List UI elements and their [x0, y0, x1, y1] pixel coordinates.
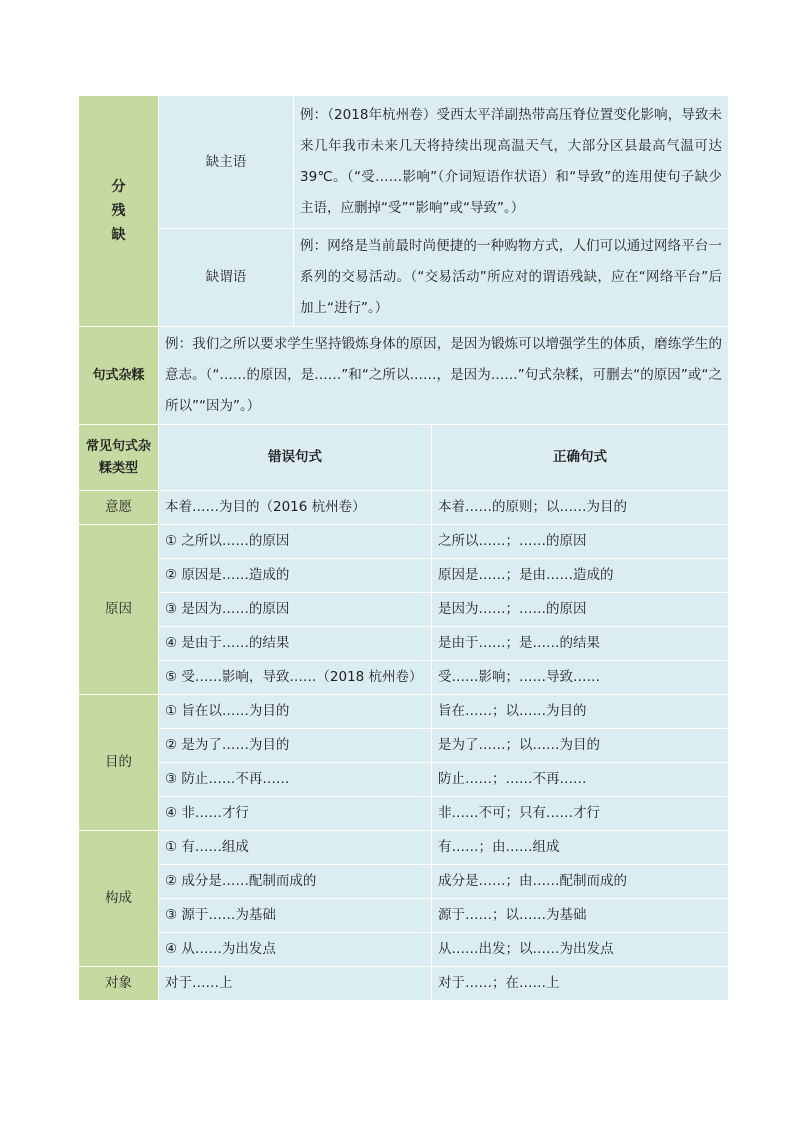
example-text: 例：我们之所以要求学生坚持锻炼身体的原因，是因为锻炼可以增强学生的体质，磨练学生的意志。（“……的原因，是……”和“之所以……，是因为……”句式杂糅，可删去“的原因”或“之所以”“因为”。） — [159, 327, 729, 425]
type-row — [79, 729, 729, 763]
right-pattern: 有……；由……组成 — [432, 831, 729, 865]
type-row — [79, 899, 729, 933]
right-pattern: 非……不可；只有……才行 — [432, 797, 729, 831]
wrong-pattern: ④ 是由于……的结果 — [159, 627, 432, 661]
right-pattern: 是由于……；是……的结果 — [432, 627, 729, 661]
type-row — [79, 661, 729, 695]
right-pattern: 成分是……；由……配制而成的 — [432, 865, 729, 899]
wrong-pattern: ② 成分是……配制而成的 — [159, 865, 432, 899]
right-pattern: 是为了……；以……为目的 — [432, 729, 729, 763]
type-row — [79, 491, 729, 525]
type-row — [79, 695, 729, 729]
right-pattern: 旨在……；以……为目的 — [432, 695, 729, 729]
type-row — [79, 525, 729, 559]
category-char: 残 — [111, 203, 126, 219]
row-label: 缺谓语 — [159, 229, 294, 327]
group-name: 意愿 — [79, 491, 159, 525]
type-row — [79, 933, 729, 967]
type-row — [79, 967, 729, 1001]
wrong-pattern: ④ 非……才行 — [159, 797, 432, 831]
column-header-right: 正确句式 — [432, 425, 729, 491]
wrong-pattern: ③ 防止……不再…… — [159, 763, 432, 797]
type-row — [79, 865, 729, 899]
wrong-pattern: ③ 源于……为基础 — [159, 899, 432, 933]
example-text: 例：（2018年杭州卷）受西太平洋副热带高压脊位置变化影响，导致未来几年我市未来几天将持续出现高温天气，大部分区县最高气温可达 39℃。（“受……影响”（介词短语作状语）和“导致”的连用使句子缺少主语，应删掉“受”“影响”或“导致”。） — [294, 96, 729, 229]
right-pattern: 本着……的原则；以……为目的 — [432, 491, 729, 525]
type-row — [79, 797, 729, 831]
right-pattern: 之所以……；……的原因 — [432, 525, 729, 559]
group-name: 目的 — [79, 695, 159, 831]
wrong-pattern: ② 原因是……造成的 — [159, 559, 432, 593]
wrong-pattern: ⑤ 受……影响，导致……（2018 杭州卷） — [159, 661, 432, 695]
category-char: 缺 — [111, 227, 126, 243]
row-missing-predicate — [79, 229, 729, 327]
right-pattern: 受……影响；……导致…… — [432, 661, 729, 695]
row-missing-subject — [79, 96, 729, 229]
wrong-pattern: ③ 是因为……的原因 — [159, 593, 432, 627]
wrong-pattern: ① 旨在以……为目的 — [159, 695, 432, 729]
row-label: 缺主语 — [159, 96, 294, 229]
types-header-label-cell — [79, 425, 159, 491]
grammar-table — [78, 95, 729, 1001]
group-name: 对象 — [79, 967, 159, 1001]
category-char: 分 — [111, 179, 126, 195]
example-text: 例：网络是当前最时尚便捷的一种购物方式，人们可以通过网络平台一系列的交易活动。（“交易活动”所应对的谓语残缺，应在“网络平台”后加上“进行”。） — [294, 229, 729, 327]
type-row — [79, 559, 729, 593]
wrong-pattern: ④ 从……为出发点 — [159, 933, 432, 967]
right-pattern: 对于……；在……上 — [432, 967, 729, 1001]
category-cell — [79, 327, 159, 425]
wrong-pattern: 本着……为目的（2016 杭州卷） — [159, 491, 432, 525]
wrong-pattern: ① 之所以……的原因 — [159, 525, 432, 559]
type-row — [79, 593, 729, 627]
wrong-pattern: ① 有……组成 — [159, 831, 432, 865]
row-mixed-structure — [79, 327, 729, 425]
right-pattern: 防止……；……不再…… — [432, 763, 729, 797]
right-pattern: 源于……；以……为基础 — [432, 899, 729, 933]
right-pattern: 从……出发；以……为出发点 — [432, 933, 729, 967]
group-name: 原因 — [79, 525, 159, 695]
type-row — [79, 627, 729, 661]
type-row — [79, 763, 729, 797]
type-row — [79, 831, 729, 865]
right-pattern: 原因是……；是由……造成的 — [432, 559, 729, 593]
category-label: 句式杂糅 — [92, 368, 145, 383]
types-header-label: 常见句式杂糅类型 — [85, 438, 151, 476]
right-pattern: 是因为……；……的原因 — [432, 593, 729, 627]
group-name: 构成 — [79, 831, 159, 967]
types-header-row — [79, 425, 729, 491]
wrong-pattern: 对于……上 — [159, 967, 432, 1001]
column-header-wrong: 错误句式 — [159, 425, 432, 491]
category-cell — [79, 96, 159, 327]
wrong-pattern: ② 是为了……为目的 — [159, 729, 432, 763]
